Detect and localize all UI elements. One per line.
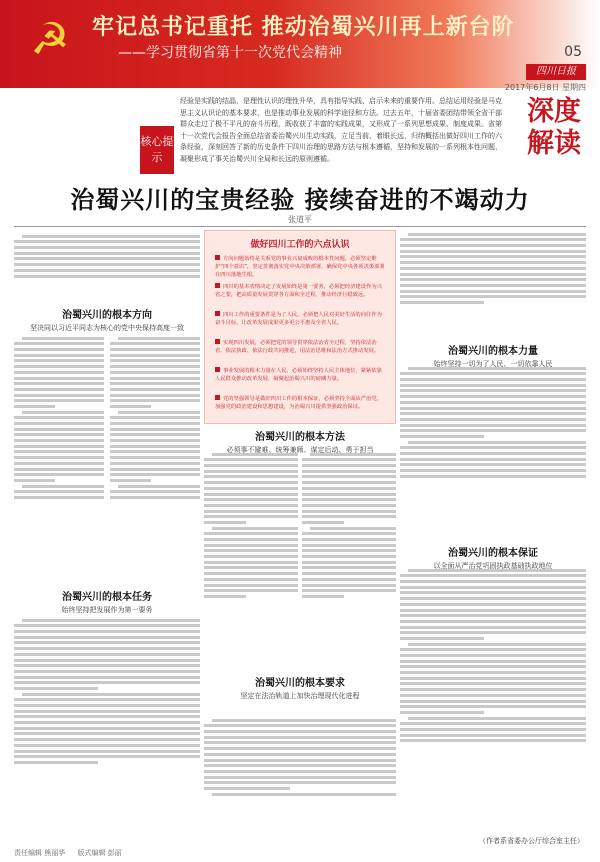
- text-line: [400, 574, 586, 577]
- text-line: [14, 744, 200, 747]
- text-line: [22, 235, 200, 238]
- text-line: [302, 538, 396, 541]
- masthead-banner: [0, 0, 600, 88]
- text-line: [110, 399, 200, 402]
- text-line: [14, 687, 98, 690]
- body-column-mid-bottom: [204, 716, 396, 840]
- text-line: [400, 700, 586, 703]
- text-line: [204, 487, 298, 490]
- text-line: [14, 428, 104, 431]
- text-line: [400, 648, 586, 651]
- text-line: [110, 479, 151, 482]
- text-line: [14, 252, 200, 255]
- text-line: [110, 388, 200, 391]
- text-line: [408, 441, 586, 444]
- text-line: [22, 337, 104, 340]
- text-line: [14, 263, 200, 266]
- text-line: [14, 388, 104, 391]
- party-emblem-icon: ☭: [30, 14, 70, 65]
- text-line: [14, 399, 104, 402]
- text-line: [302, 510, 396, 513]
- text-line: [14, 710, 200, 713]
- text-line: [400, 384, 586, 387]
- text-line: [14, 681, 200, 684]
- text-line: [118, 485, 200, 488]
- text-line: [14, 676, 200, 679]
- text-line: [110, 439, 200, 442]
- text-line: [14, 240, 200, 243]
- box-item: 党的坚强领导是做好四川工作的根本保证，必须坚持全面从严治党，加强党的政治建设和思想建设，为治蜀兴川提供坚强政治保证。: [215, 396, 382, 410]
- text-line: [400, 660, 586, 663]
- section-heading-requirement: 治蜀兴川的根本要求 坚定在法治轨道上加快治理现代化进程: [240, 678, 360, 700]
- bullet-icon: [215, 367, 220, 372]
- section-heading-guarantee: 治蜀兴川的根本保证 以全面从严治党巩固执政基础执政地位: [433, 548, 553, 570]
- section-title: 深度解读: [527, 96, 581, 159]
- text-line: [110, 354, 200, 357]
- text-line: [302, 493, 396, 496]
- text-line: [204, 741, 396, 744]
- text-line: [110, 450, 200, 453]
- text-line: [400, 614, 586, 617]
- text-line: [400, 295, 586, 298]
- text-line: [400, 580, 586, 583]
- text-line: [14, 257, 200, 260]
- text-line: [14, 738, 200, 741]
- text-line: [204, 787, 290, 790]
- text-line: [110, 445, 200, 448]
- text-line: [400, 412, 586, 415]
- body-column-left-mid-b: [110, 334, 200, 584]
- section-heading-method: 治蜀兴川的根本方法 必须事不避难、统筹兼顾、谋定后动、勇于担当: [226, 432, 374, 454]
- summary-tag: 核心提示: [140, 126, 174, 174]
- text-line: [110, 359, 200, 362]
- text-line: [22, 619, 200, 622]
- text-line: [302, 589, 396, 592]
- text-line: [204, 764, 396, 767]
- section-heading-direction: 治蜀兴川的根本方向 坚决同以习近平同志为核心的党中央保持高度一致: [30, 310, 184, 332]
- text-line: [302, 464, 396, 467]
- text-line: [400, 429, 586, 432]
- text-line: [302, 566, 396, 569]
- text-line: [400, 244, 586, 247]
- text-line: [204, 724, 396, 727]
- text-line: [204, 776, 396, 779]
- text-line: [302, 584, 396, 587]
- text-line: [14, 659, 200, 662]
- text-line: [204, 781, 396, 784]
- body-column-mid-b: [302, 450, 396, 670]
- text-line: [110, 456, 200, 459]
- text-line: [400, 626, 586, 629]
- text-line: [204, 595, 246, 598]
- body-column-mid-a: [204, 450, 298, 670]
- text-line: [14, 365, 104, 368]
- bullet-icon: [215, 283, 220, 288]
- body-column-left-top: [14, 232, 200, 304]
- text-line: [400, 631, 586, 634]
- text-line: [14, 422, 104, 425]
- text-line: [400, 722, 586, 725]
- text-line: [400, 734, 586, 737]
- text-line: [110, 394, 200, 397]
- text-line: [22, 411, 104, 414]
- text-line: [400, 469, 586, 472]
- text-line: [400, 284, 586, 287]
- text-line: [14, 624, 200, 627]
- text-line: [204, 566, 298, 569]
- text-line: [400, 401, 586, 404]
- text-line: [400, 290, 586, 293]
- text-line: [110, 428, 200, 431]
- text-line: [400, 597, 586, 600]
- text-line: [400, 267, 586, 270]
- text-line: [110, 433, 200, 436]
- text-line: [204, 544, 298, 547]
- text-line: [302, 572, 396, 575]
- text-line: [400, 688, 586, 691]
- text-line: [302, 487, 396, 490]
- text-line: [110, 365, 200, 368]
- text-line: [400, 378, 586, 381]
- issue-date: 2017年6月8日 星期四: [504, 83, 586, 92]
- article-headline: 治蜀兴川的宝贵经验 接续奋进的不竭动力: [70, 186, 530, 214]
- bullet-icon: [215, 255, 220, 260]
- text-line: [400, 395, 586, 398]
- text-line: [302, 470, 396, 473]
- text-line: [14, 405, 55, 408]
- text-line: [204, 759, 396, 762]
- text-line: [110, 462, 200, 465]
- text-line: [204, 510, 298, 513]
- text-line: [110, 405, 151, 408]
- text-line: [14, 653, 200, 656]
- text-line: [400, 407, 586, 410]
- page-number: 05: [564, 44, 582, 60]
- text-line: [204, 532, 298, 535]
- text-line: [302, 475, 396, 478]
- text-line: [310, 527, 396, 530]
- bullet-icon: [215, 395, 220, 400]
- text-line: [408, 717, 586, 720]
- text-line: [204, 584, 298, 587]
- text-line: [204, 498, 298, 501]
- text-line: [302, 532, 396, 535]
- text-line: [400, 682, 586, 685]
- text-line: [22, 693, 200, 696]
- text-line: [14, 490, 104, 493]
- text-line: [204, 736, 396, 739]
- text-line: [302, 521, 344, 524]
- text-line: [400, 586, 586, 589]
- text-line: [204, 572, 298, 575]
- text-line: [408, 233, 586, 236]
- text-line: [14, 456, 104, 459]
- paper-logo: 四川日报: [526, 64, 586, 80]
- text-line: [14, 275, 200, 278]
- text-line: [14, 755, 200, 758]
- text-line: [110, 382, 200, 385]
- text-line: [204, 521, 246, 524]
- text-line: [400, 620, 586, 623]
- text-line: [14, 439, 104, 442]
- banner-subtitle: ——学习贯彻省第十一次党代会精神: [118, 45, 342, 61]
- text-line: [400, 609, 586, 612]
- text-line: [302, 578, 396, 581]
- text-line: [400, 435, 484, 438]
- box-item: 四川的基本省情决定了发展始终是第一要务，必须把经济建设作为兴省之要，把高质量发展贯穿各方面和全过程，推动经济行稳致远。: [215, 284, 382, 298]
- text-line: [302, 555, 396, 558]
- divider: [14, 226, 586, 227]
- text-line: [400, 424, 586, 427]
- text-line: [14, 647, 200, 650]
- text-line: [400, 694, 586, 697]
- text-line: [212, 719, 396, 722]
- body-column-left-bottom: [14, 616, 200, 840]
- text-line: [204, 770, 396, 773]
- text-line: [204, 458, 298, 461]
- text-line: [204, 504, 298, 507]
- article-byline: 张道平: [288, 215, 312, 224]
- text-line: [204, 475, 298, 478]
- text-line: [14, 664, 200, 667]
- text-line: [14, 750, 200, 753]
- text-line: [400, 728, 586, 731]
- text-line: [204, 578, 298, 581]
- text-line: [400, 250, 586, 253]
- text-line: [14, 462, 104, 465]
- text-line: [110, 371, 200, 374]
- text-line: [14, 732, 200, 735]
- text-line: [14, 715, 200, 718]
- author-credit: （作者系省委办公厅综合室主任）: [479, 837, 584, 845]
- text-line: [400, 671, 586, 674]
- text-line: [302, 481, 396, 484]
- box-item: 方向问题始终是关系党的事业兴衰成败的根本性问题，必须坚定维护“四个意识”，坚定贯彻落实党中央决策部署，确保党中央各项决策部署在四川落地生根。: [215, 256, 385, 278]
- text-line: [118, 411, 200, 414]
- text-line: [14, 450, 104, 453]
- text-line: [204, 753, 396, 756]
- text-line: [14, 496, 104, 499]
- text-line: [204, 470, 298, 473]
- text-line: [302, 561, 396, 564]
- text-line: [118, 337, 200, 340]
- text-line: [110, 468, 200, 471]
- text-line: [110, 377, 200, 380]
- text-line: [14, 698, 200, 701]
- text-line: [14, 670, 200, 673]
- body-column-left-mid-a: [14, 334, 104, 584]
- text-line: [14, 371, 104, 374]
- text-line: [302, 544, 396, 547]
- text-line: [14, 342, 104, 345]
- summary-text: 经验是实践的结晶，是理性认识的理性升华，具有指导实践、启示未来的重要作用。总结运用经验是马克思主义认识论的基本要求，也是推动事业发展的科学途径和方法。过去五年，十届省委团结带领全省干部群众走过了极不平凡的奋斗历程，既收获了丰富的实践成果，又形成了一系列思想成果、制度成果。省第十一次党代会报告全面总结省委治蜀兴川生动实践，立足当前、着眼长远，归纳概括出做好四川工作的六条经验，深刻回答了新的历史条件下四川治理的思路方法与根本遵循，坚持和发展的一系列根本性问题，凝聚形成了事关治蜀兴川全局和长远的原则遵循。: [180, 97, 502, 163]
- text-line: [400, 677, 586, 680]
- text-line: [302, 549, 396, 552]
- text-line: [14, 636, 200, 639]
- text-line: [212, 793, 396, 796]
- footer-designer: 版式编辑 彭丽: [77, 849, 122, 857]
- text-line: [14, 721, 200, 724]
- box-title: 做好四川工作的六点认识: [250, 240, 350, 250]
- text-line: [400, 261, 586, 264]
- box-item: 事业发展的根本力量在人民，必须始终坚持人民主体地位，紧紧依靠人民群众推动改革发展，凝聚起治蜀兴川的磅礴力量。: [215, 368, 382, 382]
- text-line: [14, 479, 55, 482]
- text-line: [204, 555, 298, 558]
- text-line: [110, 473, 200, 476]
- text-line: [302, 504, 396, 507]
- text-line: [302, 515, 396, 518]
- text-line: [14, 416, 104, 419]
- text-line: [400, 463, 586, 466]
- text-line: [212, 527, 298, 530]
- text-line: [14, 433, 104, 436]
- text-line: [302, 498, 396, 501]
- text-line: [400, 452, 586, 455]
- text-line: [14, 246, 200, 249]
- text-line: [14, 348, 104, 351]
- text-line: [400, 591, 586, 594]
- text-line: [14, 269, 200, 272]
- text-line: [204, 538, 298, 541]
- text-line: [400, 301, 484, 304]
- text-line: [400, 603, 586, 606]
- text-line: [204, 481, 298, 484]
- text-line: [302, 458, 396, 461]
- box-item: 实现四川发展，必须把党的领导贯穿依法治省全过程，坚持依法治省、依法执政、依法行政共同推进，用法治思维和法治方式推动发展。: [215, 340, 380, 354]
- text-line: [14, 394, 104, 397]
- text-line: [400, 238, 586, 241]
- text-line: [204, 493, 298, 496]
- text-line: [14, 445, 104, 448]
- body-column-right-mid: [400, 364, 586, 540]
- text-line: [400, 273, 586, 276]
- body-column-right-bottom: [400, 566, 586, 828]
- text-line: [110, 422, 200, 425]
- key-points-box: [204, 230, 396, 424]
- text-line: [400, 418, 586, 421]
- text-line: [110, 348, 200, 351]
- text-line: [14, 761, 98, 764]
- bullet-icon: [215, 339, 220, 344]
- body-column-right-top: [400, 230, 586, 340]
- text-line: [408, 643, 586, 646]
- text-line: [110, 496, 200, 499]
- text-line: [14, 359, 104, 362]
- text-line: [204, 561, 298, 564]
- text-line: [400, 446, 586, 449]
- text-line: [14, 630, 200, 633]
- box-item: 四川工作的重要条件是为了人民，必须把人民对美好生活的向往作为奋斗目标，让改革发展成果更多更公平惠及全省人民。: [215, 312, 382, 326]
- text-line: [14, 468, 104, 471]
- page-footer: [14, 848, 586, 858]
- text-line: [14, 727, 200, 730]
- text-line: [400, 739, 586, 742]
- section-heading-task: 治蜀兴川的根本任务 始终坚持把发展作为第一要务: [61, 592, 153, 614]
- banner-title: 牢记总书记重托 推动治蜀兴川再上新台阶: [92, 15, 515, 40]
- text-line: [400, 637, 484, 640]
- text-line: [400, 654, 586, 657]
- text-line: [400, 705, 586, 708]
- text-line: [110, 342, 200, 345]
- text-line: [14, 377, 104, 380]
- text-line: [204, 515, 298, 518]
- text-line: [14, 641, 200, 644]
- text-line: [302, 595, 344, 598]
- text-line: [400, 665, 586, 668]
- text-line: [14, 382, 104, 385]
- text-line: [204, 589, 298, 592]
- text-line: [204, 747, 396, 750]
- text-line: [14, 704, 200, 707]
- footer-editor: 责任编辑 熊丽华: [14, 849, 66, 857]
- text-line: [204, 730, 396, 733]
- text-line: [204, 549, 298, 552]
- text-line: [204, 464, 298, 467]
- text-line: [14, 473, 104, 476]
- text-line: [14, 354, 104, 357]
- text-line: [22, 485, 104, 488]
- text-line: [110, 416, 200, 419]
- text-line: [400, 458, 586, 461]
- text-line: [110, 490, 200, 493]
- text-line: [400, 389, 586, 392]
- section-heading-strength: 治蜀兴川的根本力量 始终坚持一切为了人民、一切依靠人民: [433, 346, 553, 368]
- bullet-icon: [215, 311, 220, 316]
- text-line: [400, 372, 586, 375]
- text-line: [400, 475, 586, 478]
- text-line: [400, 255, 586, 258]
- text-line: [400, 278, 586, 281]
- text-line: [400, 711, 484, 714]
